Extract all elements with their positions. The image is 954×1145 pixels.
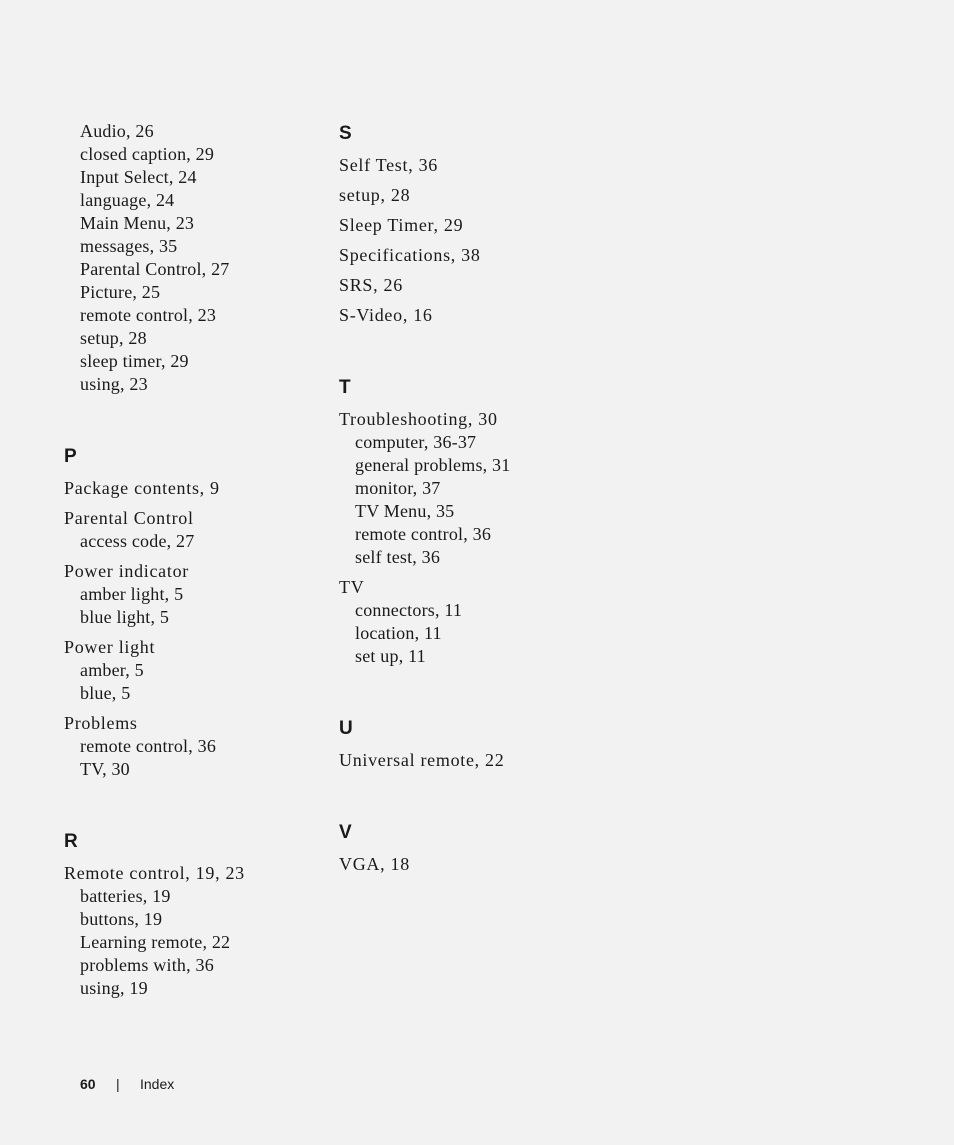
index-entry: Power indicator <box>64 561 189 581</box>
index-subentry: Input Select, 24 <box>80 167 197 187</box>
index-subentry: using, 19 <box>80 978 148 998</box>
index-entry: Parental Control <box>64 508 194 528</box>
index-entry: TV <box>339 577 365 597</box>
index-subentry: remote control, 36 <box>355 524 492 544</box>
index-subentry: setup, 28 <box>80 328 147 348</box>
index-subentry: access code, 27 <box>80 531 195 551</box>
index-letter-heading-s: S <box>339 123 352 144</box>
footer-separator: | <box>116 1076 120 1092</box>
index-subentry: amber, 5 <box>80 660 144 680</box>
index-subentry: closed caption, 29 <box>80 144 215 164</box>
index-subentry: TV, 30 <box>80 759 130 779</box>
index-subentry: set up, 11 <box>355 646 426 666</box>
index-subentry: connectors, 11 <box>355 600 463 620</box>
index-letter-heading-v: V <box>339 822 352 843</box>
index-entry: setup, 28 <box>339 185 411 205</box>
index-entry: Universal remote, 22 <box>339 750 505 770</box>
index-subentry: TV Menu, 35 <box>355 501 455 521</box>
index-subentry: remote control, 36 <box>80 736 217 756</box>
index-letter-heading-u: U <box>339 718 353 739</box>
index-entry: Remote control, 19, 23 <box>64 863 245 883</box>
index-subentry: batteries, 19 <box>80 886 171 906</box>
index-entry: S-Video, 16 <box>339 305 433 325</box>
index-subentry: Picture, 25 <box>80 282 161 302</box>
index-subentry: computer, 36-37 <box>355 432 477 452</box>
section-name: Index <box>140 1076 175 1092</box>
index-subentry: using, 23 <box>80 374 148 394</box>
index-entry: Self Test, 36 <box>339 155 439 175</box>
index-entry: Problems <box>64 713 138 733</box>
index-subentry: amber light, 5 <box>80 584 184 604</box>
index-subentry: monitor, 37 <box>355 478 441 498</box>
index-entry: SRS, 26 <box>339 275 403 295</box>
index-subentry: Learning remote, 22 <box>80 932 231 952</box>
index-subentry: language, 24 <box>80 190 175 210</box>
index-entry: Sleep Timer, 29 <box>339 215 464 235</box>
index-entry: VGA, 18 <box>339 854 410 874</box>
index-subentry: buttons, 19 <box>80 909 163 929</box>
index-subentry: blue, 5 <box>80 683 131 703</box>
index-subentry: location, 11 <box>355 623 442 643</box>
index-entry: Package contents, 9 <box>64 478 220 498</box>
index-subentry: Audio, 26 <box>80 121 154 141</box>
page-number: 60 <box>80 1076 96 1092</box>
index-subentry: general problems, 31 <box>355 455 511 475</box>
index-subentry: remote control, 23 <box>80 305 217 325</box>
index-subentry: Parental Control, 27 <box>80 259 230 279</box>
index-letter-heading-p: P <box>64 446 77 467</box>
index-subentry: Main Menu, 23 <box>80 213 195 233</box>
index-letter-heading-t: T <box>339 377 351 398</box>
index-subentry: sleep timer, 29 <box>80 351 189 371</box>
index-entry: Power light <box>64 637 156 657</box>
index-entry: Specifications, 38 <box>339 245 481 265</box>
index-subentry: self test, 36 <box>355 547 441 567</box>
index-letter-heading-r: R <box>64 831 78 852</box>
index-subentry: blue light, 5 <box>80 607 170 627</box>
index-entry: Troubleshooting, 30 <box>339 409 498 429</box>
index-subentry: problems with, 36 <box>80 955 214 975</box>
index-subentry: messages, 35 <box>80 236 178 256</box>
